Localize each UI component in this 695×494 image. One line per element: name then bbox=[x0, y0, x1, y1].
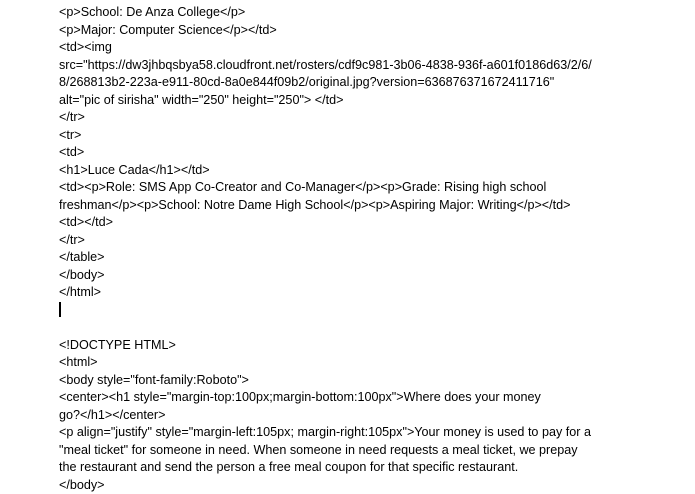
text-line: </body> bbox=[59, 267, 105, 282]
text-line: <!DOCTYPE HTML> bbox=[59, 337, 176, 352]
blank-line bbox=[59, 319, 659, 337]
text-line: <td><img bbox=[59, 40, 112, 54]
text-line: <td></td> bbox=[59, 215, 113, 229]
text-line: go?</h1></center> bbox=[59, 407, 166, 422]
text-line: <center><h1 style="margin-top:100px;margin-bottom:100px">Where does your money bbox=[59, 390, 541, 404]
text-line: </tr> bbox=[59, 232, 85, 247]
text-cursor bbox=[59, 302, 61, 317]
text-line: <p>School: De Anza College</p> bbox=[59, 5, 246, 19]
text-line: <body style="font-family:Roboto"> bbox=[59, 372, 249, 387]
text-line: </tr> bbox=[59, 110, 85, 124]
cursor-line[interactable] bbox=[59, 302, 659, 320]
text-line: </table> bbox=[59, 250, 105, 264]
text-line: </body> bbox=[59, 477, 105, 492]
text-line: 8/268813b2-223a-e911-80cd-8a0e844f09b2/original.jpg?version=636876371672411716" bbox=[59, 75, 555, 89]
text-line: <p>Major: Computer Science</p></td> bbox=[59, 22, 277, 37]
text-line: <h1>Luce Cada</h1></td> bbox=[59, 162, 210, 177]
text-line: freshman</p><p>School: Notre Dame High School</p><p>Aspiring Major: Writing</p></td> bbox=[59, 197, 571, 212]
text-line: alt="pic of sirisha" width="250" height="250"> </td> bbox=[59, 92, 344, 107]
text-line: <tr> bbox=[59, 127, 82, 142]
text-line: </html> bbox=[59, 285, 101, 299]
text-line: "meal ticket" for someone in need. When someone in need requests a meal ticket, we prepay bbox=[59, 442, 578, 457]
text-line: <td> bbox=[59, 145, 85, 159]
text-line: <html> bbox=[59, 355, 98, 369]
text-line: src="https://dw3jhbqsbya58.cloudfront.net/rosters/cdf9c981-3b06-4838-936f-a601f0186d63/2/6/ bbox=[59, 57, 592, 72]
text-line: the restaurant and send the person a free meal coupon for that specific restaurant. bbox=[59, 460, 519, 474]
document-body[interactable] bbox=[59, 4, 659, 494]
text-line: <td><p>Role: SMS App Co-Creator and Co-Manager</p><p>Grade: Rising high school bbox=[59, 180, 547, 194]
text-line: <p align="justify" style="margin-left:105px; margin-right:105px">Your money is used to pay for a bbox=[59, 425, 591, 439]
